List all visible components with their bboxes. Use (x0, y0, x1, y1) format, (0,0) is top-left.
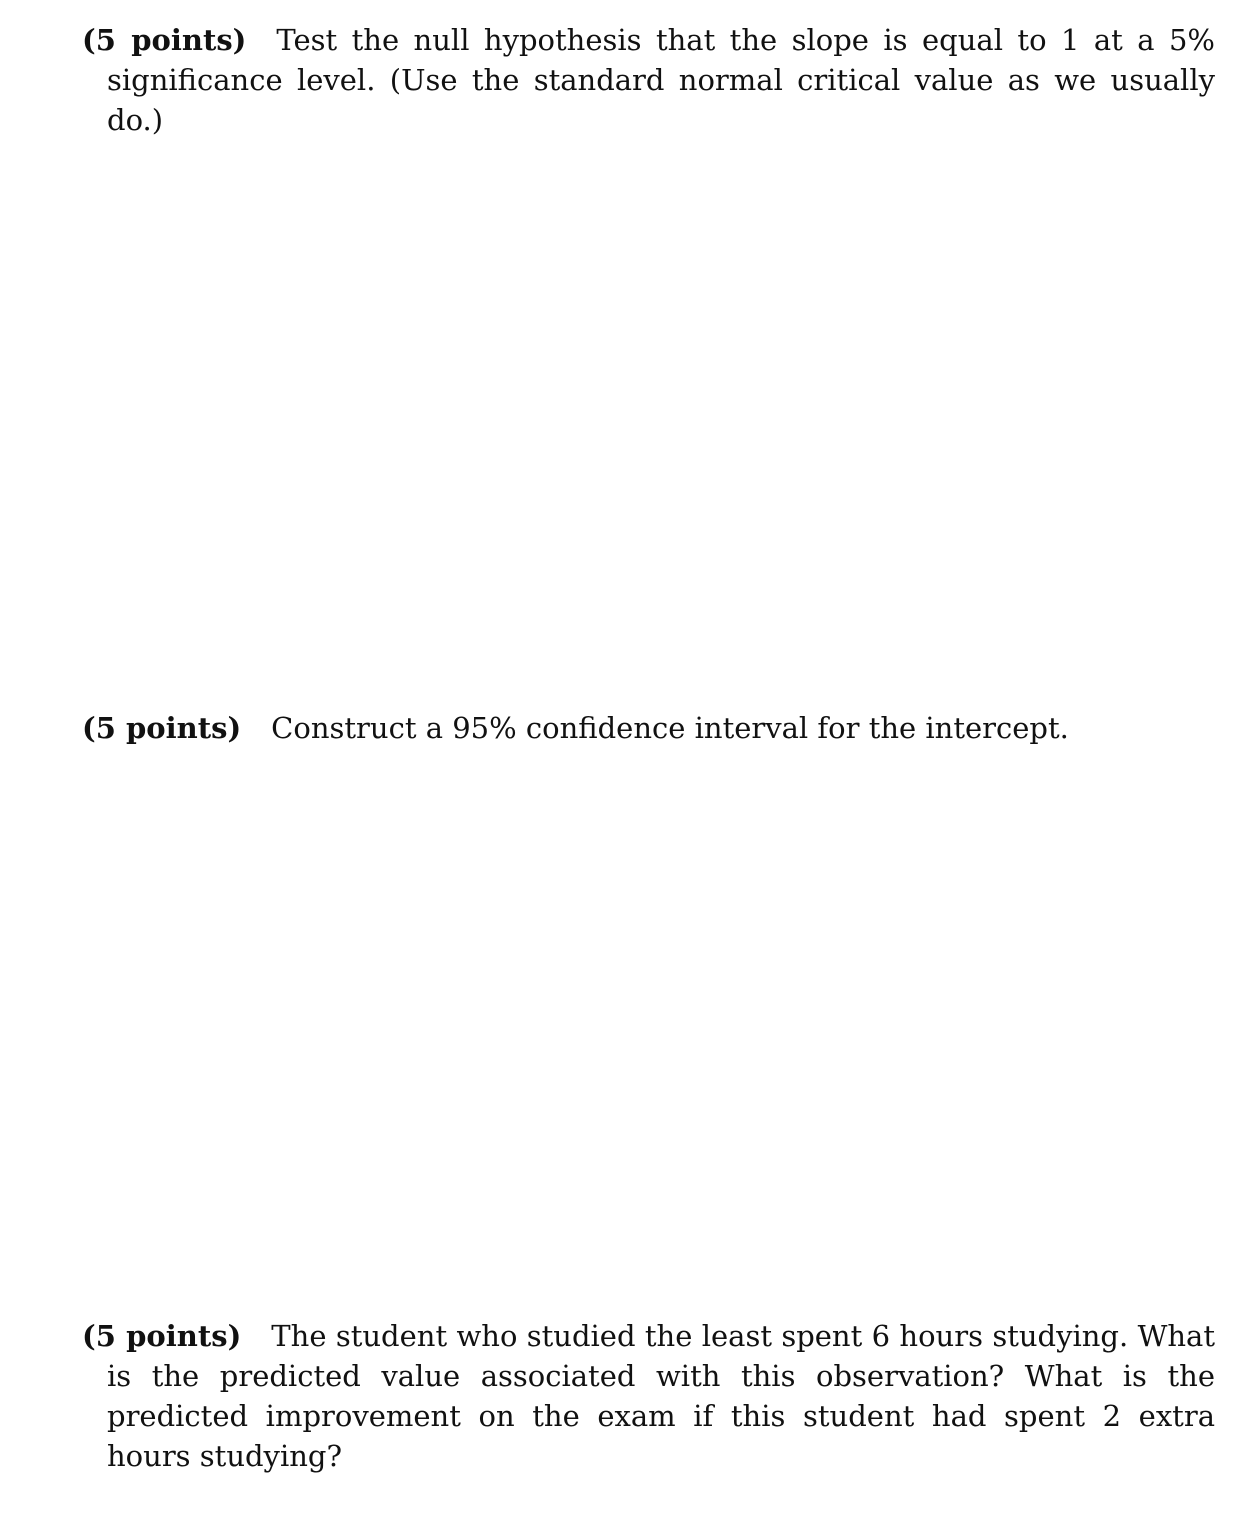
question-text: The student who studied the least spent 6 hours studying. What is the predicted value associated with this observation? What is the predicted improvement on the exam if this student had spent 2 extra hours studying? (107, 1319, 1215, 1473)
question-points: (5 points) (82, 711, 242, 745)
answer-space-3 (36, 760, 1144, 1300)
question-points: (5 points) (82, 23, 247, 57)
question-text: Test the null hypothesis that the slope is equal to 1 at a 5% significance level. (Use the standard normal critical value as we usually do.) (107, 23, 1215, 137)
question-4 (36, 1316, 1215, 1476)
question-number (36, 708, 82, 748)
question-number (36, 1316, 82, 1356)
question-points: (5 points) (82, 1319, 242, 1353)
answer-space-2 (36, 150, 1144, 690)
question-text: Construct a 95% confidence interval for the intercept. (271, 711, 1069, 745)
question-number (36, 20, 82, 60)
question-2 (36, 20, 1215, 140)
question-3 (36, 708, 1215, 748)
